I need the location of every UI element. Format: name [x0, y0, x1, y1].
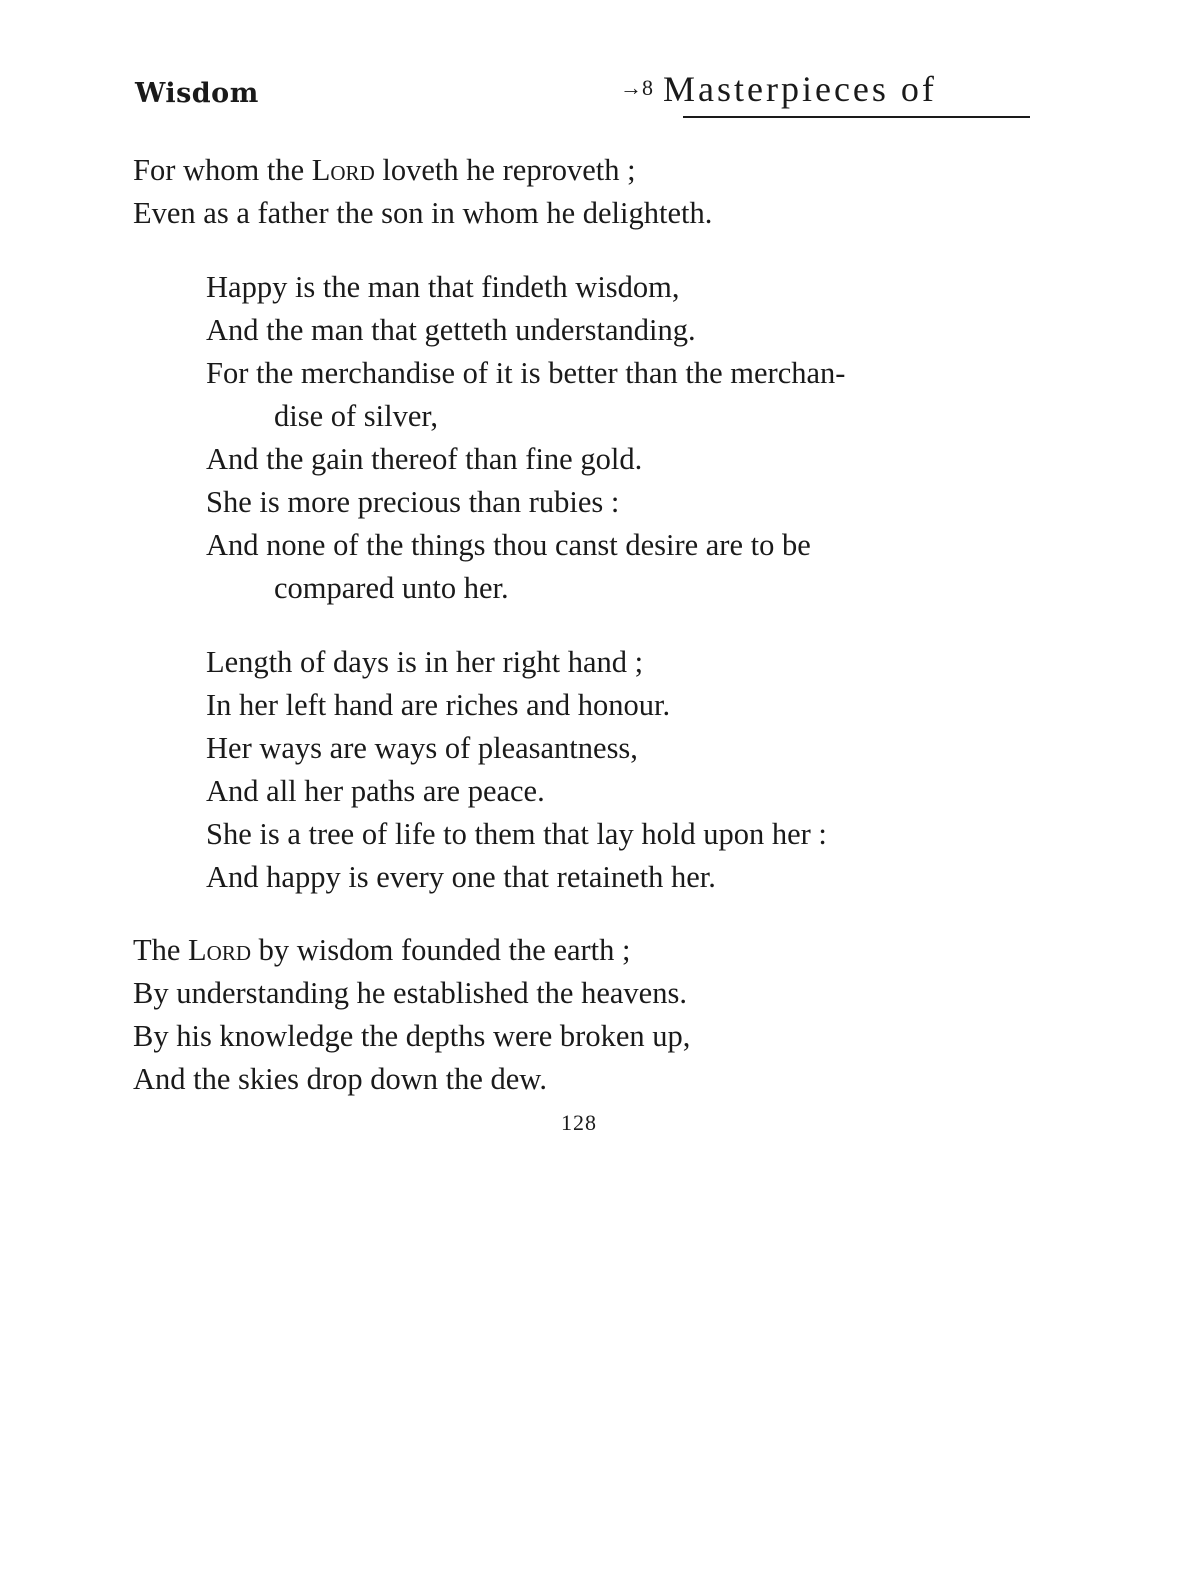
verse-line: And happy is every one that retaineth her. [206, 860, 716, 894]
verse-text: loveth he reproveth ; [374, 153, 636, 187]
verse-line: And the skies drop down the dew. [133, 1062, 547, 1096]
page-number: 128 [561, 1110, 597, 1135]
verse-line: Her ways are ways of pleasantness, [206, 731, 638, 765]
verse-text: For whom the [133, 153, 312, 187]
verse-line: And the gain thereof than fine gold. [206, 442, 643, 476]
verse-line: By understanding he established the heavens. [133, 976, 687, 1010]
verse-line: And the man that getteth understanding. [206, 313, 696, 347]
verse-line: For the merchandise of it is better than the merchan- [206, 356, 846, 390]
small-caps-lord: Lord [188, 933, 252, 967]
running-head-title [620, 68, 1030, 110]
verse-line [133, 935, 631, 966]
running-head-title-text: Masterpieces of [663, 69, 937, 109]
verse-line: In her left hand are riches and honour. [206, 688, 671, 722]
verse-line-turnover: dise of silver, [274, 399, 438, 433]
verse-line [133, 155, 636, 186]
verse-line: She is more precious than rubies : [206, 485, 620, 519]
verse-line: Happy is the man that findeth wisdom, [206, 270, 680, 304]
header-rule [683, 116, 1030, 118]
verse-line: Length of days is in her right hand ; [206, 645, 644, 679]
verse-line: And none of the things thou canst desire are to be [206, 528, 811, 562]
small-caps-lord: Lord [311, 153, 375, 187]
running-head-section: Wisdom [135, 78, 259, 109]
verse-line: And all her paths are peace. [206, 774, 545, 808]
verse-line: By his knowledge the depths were broken up, [133, 1019, 691, 1053]
ornament-glyph: →8 [620, 75, 653, 100]
verse-line: She is a tree of life to them that lay hold upon her : [206, 817, 827, 851]
verse-line: Even as a father the son in whom he delighteth. [133, 196, 713, 230]
verse-text: by wisdom founded the earth ; [251, 933, 631, 967]
verse-text: The [133, 933, 189, 967]
verse-line-turnover: compared unto her. [274, 571, 509, 605]
